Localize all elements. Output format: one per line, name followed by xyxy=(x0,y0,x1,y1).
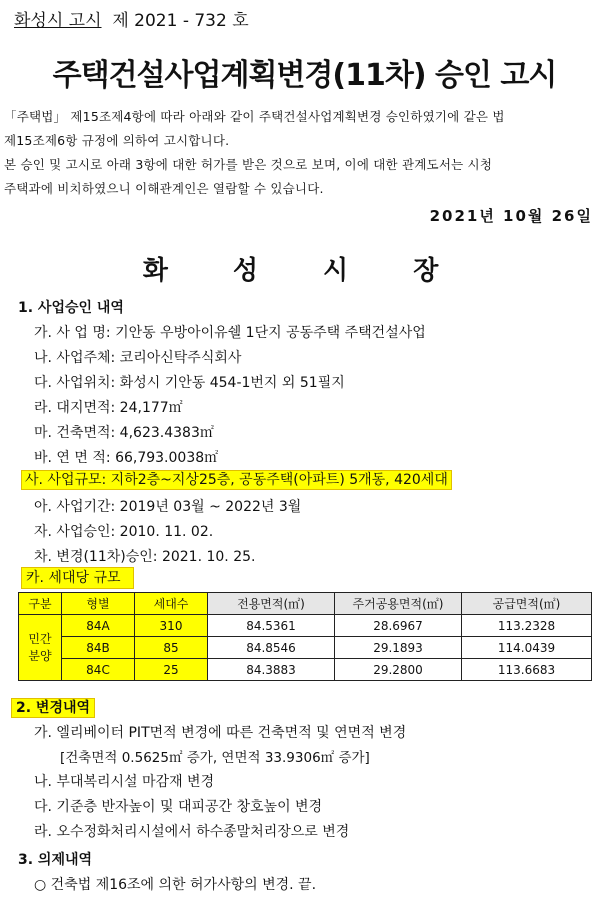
table-cell: 113.2328 xyxy=(462,615,592,637)
table-row xyxy=(19,615,592,637)
highlighted-text: 카. 세대당 규모 xyxy=(22,568,133,588)
section-heading: 1. 사업승인 내역 xyxy=(18,300,124,316)
intro-line: 본 승인 및 고시로 아래 3항에 대한 허가를 받은 것으로 보며, 이에 대한 관계도서는 시청 xyxy=(4,157,493,172)
table-cell: 84C xyxy=(62,659,135,681)
table-cell: 28.6967 xyxy=(335,615,462,637)
list-item: 라. 대지면적: 24,177㎡ xyxy=(34,400,183,416)
table-cell: 29.1893 xyxy=(335,637,462,659)
notice-number xyxy=(14,6,249,31)
list-item-highlighted xyxy=(22,567,133,587)
column-header: 공급면적(㎡) xyxy=(462,593,592,615)
table-cell: 84.5361 xyxy=(208,615,335,637)
notice-code: 제 2021 - 732 호 xyxy=(112,11,249,31)
table-cell: 25 xyxy=(135,659,208,681)
document-title: 주택건설사업계획변경(11차) 승인 고시 xyxy=(52,58,557,93)
list-item-highlighted xyxy=(22,469,451,489)
list-item: 라. 오수정화처리시설에서 하수종말처리장으로 변경 xyxy=(34,824,350,840)
list-item: 나. 사업주체: 코리아신탁주식회사 xyxy=(34,350,242,366)
table-header-row xyxy=(19,593,592,615)
list-item: 가. 엘리베이터 PIT면적 변경에 따른 건축면적 및 연면적 변경 xyxy=(34,725,407,741)
notice-label: 화성시 고시 xyxy=(14,11,102,31)
table-cell: 114.0439 xyxy=(462,637,592,659)
list-item: 차. 변경(11차)승인: 2021. 10. 25. xyxy=(34,549,256,565)
intro-line: 「주택법」 제15조제4항에 따라 아래와 같이 주택건설사업계획변경 승인하였기에 같은 법 xyxy=(4,109,505,124)
table-cell: 85 xyxy=(135,637,208,659)
table-cell: 84B xyxy=(62,637,135,659)
column-header: 세대수 xyxy=(135,593,208,615)
list-item: 다. 사업위치: 화성시 기안동 454-1번지 외 51필지 xyxy=(34,375,345,391)
table-cell: 84.8546 xyxy=(208,637,335,659)
table-cell: 310 xyxy=(135,615,208,637)
column-header: 주거공용면적(㎡) xyxy=(335,593,462,615)
column-header: 구분 xyxy=(19,593,62,615)
highlighted-text: 사. 사업규모: 지하2층~지상25층, 공동주택(아파트) 5개동, 420세대 xyxy=(22,471,451,489)
list-item: 마. 건축면적: 4,623.4383㎡ xyxy=(34,425,214,441)
list-item: ○ 건축법 제16조에 의한 허가사항의 변경. 끝. xyxy=(34,877,317,893)
table-row xyxy=(19,659,592,681)
list-item: 바. 연 면 적: 66,793.0038㎡ xyxy=(34,450,219,466)
list-item: 가. 사 업 명: 기안동 우방아이유쉘 1단지 공동주택 주택건설사업 xyxy=(34,325,426,341)
table-cell: 29.2800 xyxy=(335,659,462,681)
list-item: 나. 부대복리시설 마감재 변경 xyxy=(34,774,215,790)
table-row xyxy=(19,637,592,659)
section-heading: 3. 의제내역 xyxy=(18,852,93,868)
list-item: 아. 사업기간: 2019년 03월 ~ 2022년 3월 xyxy=(34,499,302,515)
table-cell: 84A xyxy=(62,615,135,637)
table-cell: 84.3883 xyxy=(208,659,335,681)
column-header: 전용면적(㎡) xyxy=(208,593,335,615)
table-cell: 113.6683 xyxy=(462,659,592,681)
signer: 화 성 시 장 xyxy=(142,256,467,286)
list-item: 다. 기준층 반자높이 및 대피공간 창호높이 변경 xyxy=(34,799,323,815)
column-header: 형별 xyxy=(62,593,135,615)
unit-size-table xyxy=(18,592,592,681)
list-item: 자. 사업승인: 2010. 11. 02. xyxy=(34,524,214,540)
section-heading-highlighted xyxy=(12,697,94,717)
intro-line: 주택과에 비치하였으니 이해관계인은 열람할 수 있습니다. xyxy=(4,181,324,196)
highlighted-text: 2. 변경내역 xyxy=(12,699,94,717)
list-item-note: [건축면적 0.5625㎡ 증가, 연면적 33.9306㎡ 증가] xyxy=(60,750,370,766)
notice-date: 2021년 10월 26일 xyxy=(429,207,593,225)
intro-line: 제15조제6항 규정에 의하여 고시합니다. xyxy=(4,133,230,148)
group-cell: 민간 분양 xyxy=(19,615,62,681)
